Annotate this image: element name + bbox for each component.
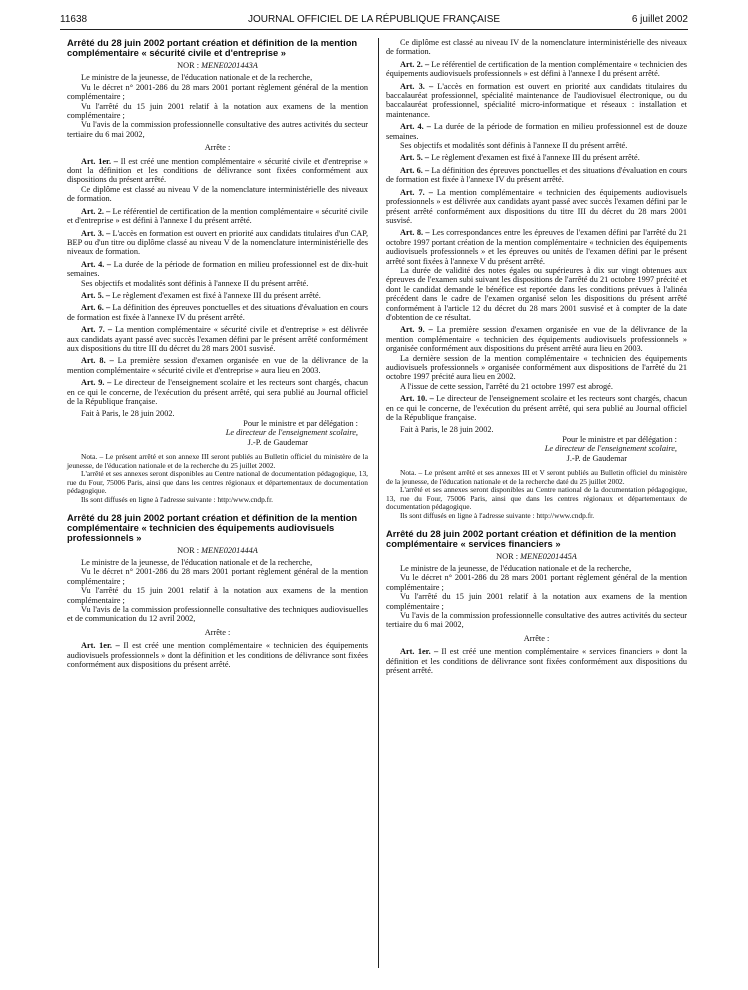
paragraph: Vu le décret n° 2001-286 du 28 mars 2001 portant règlement général de la mention complémentaire ; — [67, 567, 368, 586]
article: Art. 4. – La durée de la période de formation en milieu professionnel est de douze semaines. — [386, 122, 688, 141]
paragraph: Ses objectifs et modalités sont définis à l'annexe II du présent arrêté. — [400, 141, 628, 151]
paragraph: Le ministre de la jeunesse, de l'éducation nationale et de la recherche, — [81, 73, 313, 83]
decree-body — [67, 73, 368, 447]
arrete-heading: Arrête : — [523, 633, 550, 643]
decree-title: Arrêté du 28 juin 2002 portant création et définition de la mention complémentaire « services financiers » — [386, 527, 677, 549]
paragraph: Vu l'avis de la commission professionnelle consultative des techniques audiovisuelles et de communication du 12 avril 2002, — [67, 605, 368, 624]
article: Art. 2. – Le référentiel de certification de la mention complémentaire « technicien des équipements audiovisuels professionnels » est défini à l'annexe I du présent arrêté. — [386, 59, 687, 79]
paragraph: Vu l'arrêté du 15 juin 2001 relatif à la notation aux examens de la mention complémentaire ; — [386, 592, 687, 611]
column-divider — [378, 38, 379, 968]
article: Art. 7. – La mention complémentaire « technicien des équipements audiovisuels professionnels » est délivrée aux candidats ayant passé avec succès l'examen défini par le présent arrêté conformément aux dispositions du titre III du décret du 28 mars 2001 susvisé. — [386, 187, 687, 225]
article: Art. 8. – La première session d'examen organisée en vue de la délivrance de la mention complémentaire « sécurité civile et d'entreprise » aura lieu en 2003. — [67, 356, 369, 375]
article: Art. 2. – Le référentiel de certification de la mention complémentaire « sécurité civile et d'entreprise » est défini à l'annexe I du présent arrêté. — [67, 206, 369, 226]
arrete-heading: Arrête : — [204, 143, 231, 153]
nota: L'arrêté et ses annexes seront disponibles au Centre national de documentation pédagogique, 13, rue du Four, 75006 Paris, ainsi que dans les centres régionaux et départementaux de documentation pédagogique. — [67, 469, 368, 496]
nor-reference: NOR : MENE0201443A — [177, 61, 258, 70]
nor-reference: NOR : MENE0201444A — [177, 545, 258, 555]
article: Art. 1er. – Il est créé une mention complémentaire « sécurité civile et d'entreprise » dont la définition et les conditions de délivrance sont fixées conformément aux dispositions du présent arrêté. — [67, 156, 368, 185]
article: Art. 10. – Le directeur de l'enseignement scolaire et les recteurs sont chargés, chacun en ce qui le concerne, de l'exécution du présent arrêté, qui sera publié au Journal officiel de la République française. — [386, 394, 687, 423]
decree-title: Arrêté du 28 juin 2002 portant création et définition de la mention complémentaire « sécurité civile et d'entreprise » — [67, 37, 358, 58]
nota: Nota. – Le présent arrêté et son annexe III seront publiés au Bulletin officiel du ministère de la jeunesse, de l'éducation nationale et de la recherche du 25 juillet 2002. — [67, 452, 368, 470]
nor-reference: NOR : MENE0201445A — [496, 551, 577, 561]
paragraph: Le ministre de la jeunesse, de l'éducation nationale et de la recherche, — [400, 564, 632, 574]
decree-title: Arrêté du 28 juin 2002 portant création et définition de la mention complémentaire « technicien des équipements audiovisuels professionnels » — [67, 511, 358, 543]
journal-title: JOURNAL OFFICIEL DE LA RÉPUBLIQUE FRANÇAISE — [247, 14, 501, 25]
paragraph: La dernière session de la mention complémentaire « technicien des équipements audiovisuels professionnels » organisée conformément aux dispositions de l'arrêté du 21 octobre 1997 précité aura lieu en 2002. — [386, 353, 687, 382]
article: Art. 6. – La définition des épreuves ponctuelles et des situations d'évaluation en cours de formation est fixée à l'annexe IV du présent arrêté. — [67, 303, 369, 322]
decree-body — [67, 558, 368, 669]
article: Art. 7. – La mention complémentaire « sécurité civile et d'entreprise » est délivrée aux candidats ayant passé avec succès l'examen défini par le présent arrêté conformément aux dispositions du titre III du décret du 28 mars 2001 susvisé. — [67, 325, 368, 353]
paragraph: Vu le décret n° 2001-286 du 28 mars 2001 portant règlement général de la mention complémentaire ; — [67, 82, 368, 102]
decree-body — [386, 38, 687, 463]
paragraph: La durée de validité des notes égales ou supérieures à dix sur vingt obtenues aux épreuves de l'examen subi suivant les dispositions de l'arrêté du 21 octobre 1997 précité et dont le candidat demande le bénéfice est reportée dans les conditions prévues à l'alinéa précédent dans le cadre de l'examen organisé selon les dispositions du présent arrêté conformément à l'article 12 du décret du 28 mars 2001 susvisé et à compter de la date d'obtention de ce résultat. — [386, 265, 687, 322]
page-header — [60, 14, 688, 28]
arrete-heading: Arrête : — [204, 627, 231, 637]
paragraph: Ce diplôme est classé au niveau IV de la nomenclature interministérielle des niveaux de formation. — [386, 38, 687, 57]
article: Art. 5. – Le règlement d'examen est fixé à l'annexe III du présent arrêté. — [81, 290, 321, 300]
article: Art. 8. – Les correspondances entre les épreuves de l'examen défini par l'arrêté du 21 octobre 1997 portant création de la mention complémentaire « technicien des équipements audiovisuels professionnels » et les épreuves ou unités de l'examen défini par le présent arrêté sont fixées à l'annexe V du présent arrêté. — [386, 228, 688, 266]
signature-delegation: Pour le ministre et par délégation : — [243, 418, 358, 428]
article: Art. 3. – L'accès en formation est ouvert en priorité aux candidats titulaires du baccalauréat professionnel, spécialité maintenance de l'audiovisuel électronique, ou du baccalauréat professionnel, spécialité micro-informatique et réseaux : installation et maintenance. — [386, 81, 687, 119]
signature-role: Le directeur de l'enseignement scolaire, — [225, 428, 358, 438]
paragraph: Vu le décret n° 2001-286 du 28 mars 2001 portant règlement général de la mention complémentaire ; — [386, 573, 687, 592]
paragraph: Ses objectifs et modalités sont définis à l'annexe II du présent arrêté. — [81, 278, 309, 288]
signature-name: J.-P. de Gaudemar — [566, 453, 627, 463]
nota: Nota. – Le présent arrêté et ses annexes III et V seront publiés au Bulletin officiel du ministère de la jeunesse, de l'éducation nationale et de la recherche daté du 25 juillet 2002. — [386, 468, 687, 486]
signature-role: Le directeur de l'enseignement scolaire, — [544, 444, 677, 454]
header-rule — [60, 29, 688, 30]
signature-place-date: Fait à Paris, le 28 juin 2002. — [81, 409, 175, 419]
issue-date: 6 juillet 2002 — [631, 14, 688, 25]
paragraph: A l'issue de cette session, l'arrêté du 21 octobre 1997 est abrogé. — [400, 381, 613, 391]
paragraph: Vu l'arrêté du 15 juin 2001 relatif à la notation aux examens de la mention complémentaire ; — [67, 101, 368, 121]
article: Art. 9. – Le directeur de l'enseignement scolaire et les recteurs sont chargés, chacun en ce qui le concerne, de l'exécution du présent arrêté, qui sera publié au Journal officiel de la République française. — [67, 378, 369, 406]
article: Art. 4. – La durée de la période de formation en milieu professionnel est de dix-huit semaines. — [67, 259, 368, 279]
decree-body — [386, 564, 687, 675]
signature-place-date: Fait à Paris, le 28 juin 2002. — [400, 425, 494, 435]
right-column — [386, 38, 687, 682]
article: Art. 6. – La définition des épreuves ponctuelles et des situations d'évaluation en cours de formation est fixée à l'annexe IV du présent arrêté. — [386, 165, 688, 185]
paragraph: Vu l'avis de la commission professionnelle consultative des autres activités du secteur tertiaire du 6 mai 2002, — [67, 120, 368, 139]
page-number: 11638 — [60, 14, 88, 25]
paragraph: Vu l'arrêté du 15 juin 2001 relatif à la notation aux examens de la mention complémentaire ; — [67, 586, 368, 605]
nota-block — [386, 469, 687, 521]
left-column — [67, 38, 368, 675]
paragraph: Ce diplôme est classé au niveau V de la nomenclature interministérielle des niveaux de formation. — [67, 184, 368, 204]
article: Art. 1er. – Il est créé une mention complémentaire « technicien des équipements audiovisuels professionnels » dont la définition et les conditions de délivrance sont fixées conformément aux dispositions du présent arrêté. — [67, 641, 368, 670]
article: Art. 1er. – Il est créé une mention complémentaire « services financiers » dont la définition et les conditions de délivrance sont fixées conformément aux dispositions du présent arrêté. — [386, 647, 687, 676]
paragraph: Vu l'avis de la commission professionnelle consultative des autres activités du secteur tertiaire du 6 mai 2002, — [386, 611, 687, 630]
signature-delegation: Pour le ministre et par délégation : — [562, 434, 677, 444]
nota-block — [67, 453, 368, 505]
signature-name: J.-P. de Gaudemar — [247, 437, 308, 447]
nota: Ils sont diffusés en ligne à l'adresse suivante : http:/www.cndp.fr. — [81, 495, 274, 504]
article: Art. 3. – L'accès en formation est ouvert en priorité aux candidats titulaires d'un CAP, BEP ou d'un titre ou diplôme classé au niveau V de la nomenclature interministérielle des niveaux de formation. — [67, 228, 369, 257]
article: Art. 5. – Le règlement d'examen est fixé à l'annexe III du présent arrêté. — [400, 153, 640, 163]
paragraph: Le ministre de la jeunesse, de l'éducation nationale et de la recherche, — [81, 558, 313, 567]
nota: L'arrêté et ses annexes seront disponibles au Centre national de la documentation pédagogique, 13, rue du Four, 75006 Paris, ainsi que dans les centres régionaux et départementaux de documentation pédagogique. — [386, 485, 687, 512]
article: Art. 9. – La première session d'examen organisée en vue de la délivrance de la mention complémentaire « technicien des équipements audiovisuels professionnels » organisée conformément aux dispositions du présent arrêté aura lieu en 2003. — [386, 325, 688, 354]
nota: Ils sont diffusés en ligne à l'adresse suivante : http://www.cndp.fr. — [400, 511, 595, 521]
